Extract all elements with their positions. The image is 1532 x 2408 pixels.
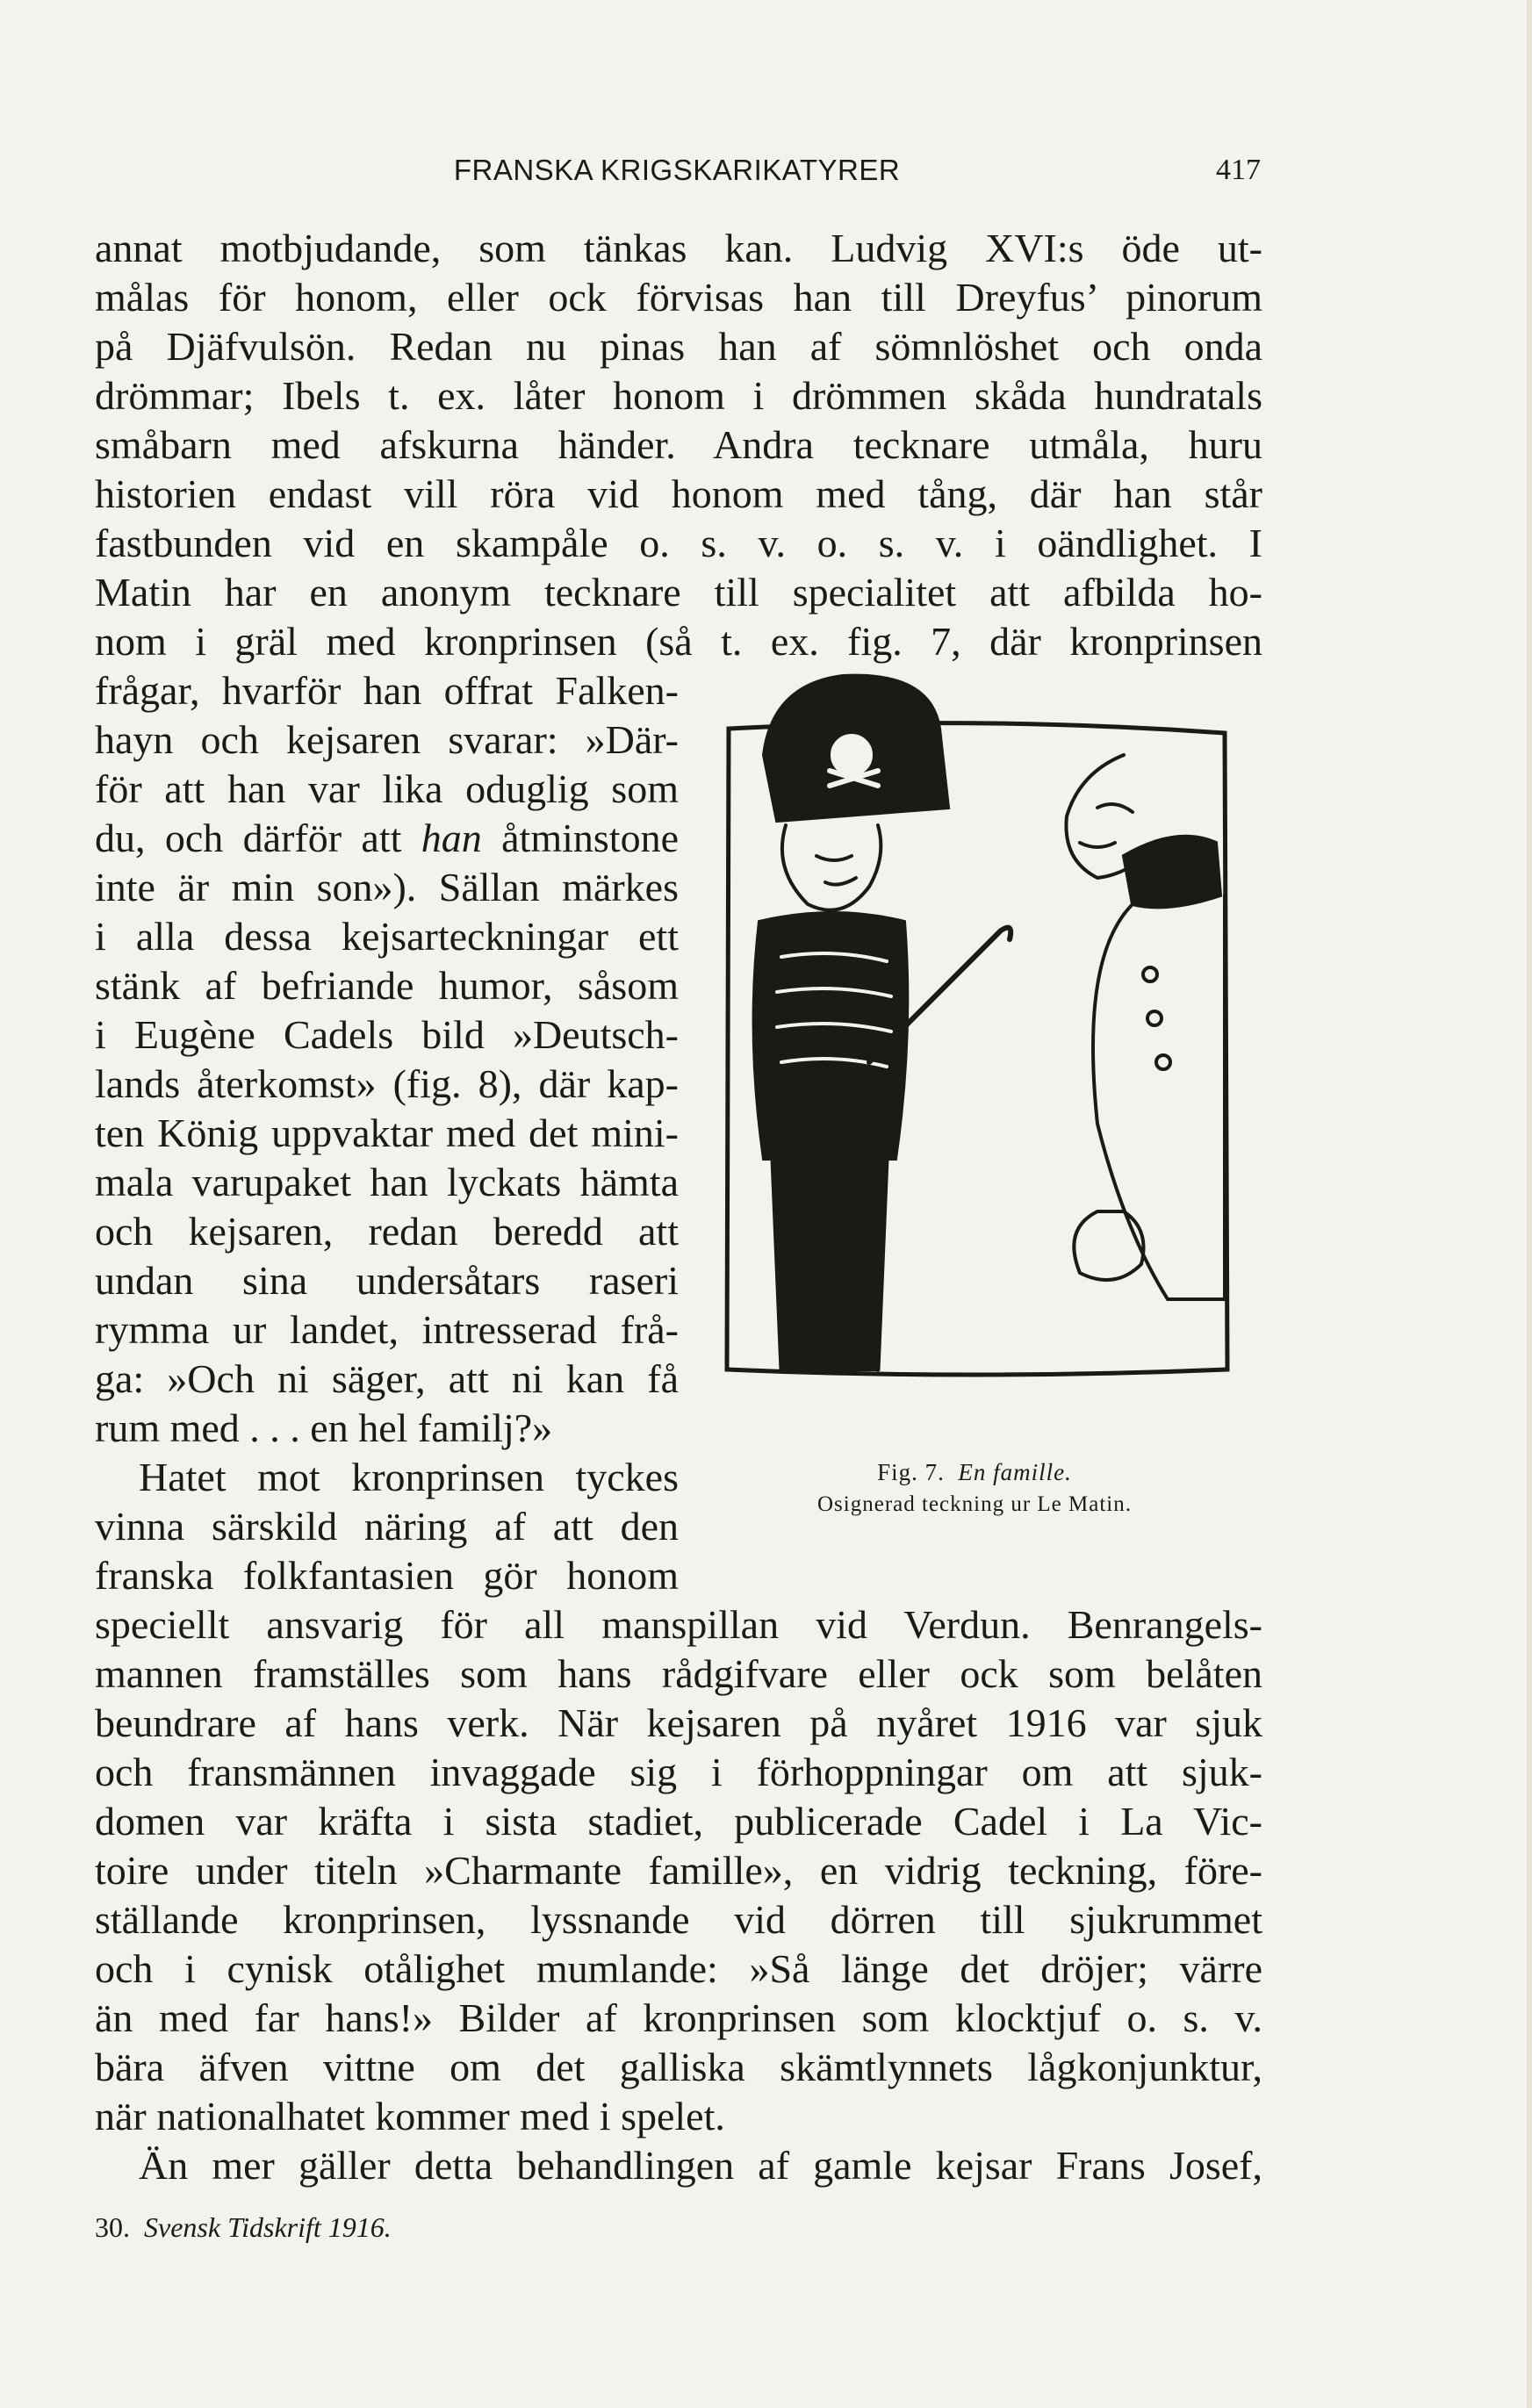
text-line: bära äfven vittne om det galliska skämtlynnets lågkonjunktur, [95, 2045, 1262, 2089]
text-line: ställande kronprinsen, lyssnande vid dörren till sjukrummet [95, 1897, 1262, 1942]
figure-caption [702, 1457, 1247, 1487]
caption-label: Fig. 7. [877, 1459, 945, 1485]
text-line: mannen framställes som hans rådgifvare eller ock som belåten [95, 1651, 1262, 1696]
text-line: Matin har en anonym tecknare till specialitet att afbilda ho- [95, 570, 1262, 615]
running-head: FRANSKA KRIGSKARIKATYRER [453, 154, 901, 186]
text-line: beundrare af hans verk. När kejsaren på nyåret 1916 var sjuk [95, 1700, 1262, 1745]
text-line: franska folkfantasien gör honom [95, 1553, 679, 1598]
text-line: i Eugène Cadels bild »Deutsch- [95, 1012, 679, 1057]
text-line: småbarn med afskurna händer. Andra tecknare utmåla, huru [95, 422, 1262, 467]
text-line: toire under titeln »Charmante famille», en vidrig teckning, före- [95, 1848, 1262, 1893]
text-line: domen var kräfta i sista stadiet, publicerade Cadel i La Vic- [95, 1799, 1262, 1844]
text-line: Än mer gäller detta behandlingen af gamle kejsar Frans Josef, [139, 2143, 1262, 2188]
text-line: målas för honom, eller ock förvisas han till Dreyfus’ pinorum [95, 275, 1262, 320]
caption-title: En famille. [958, 1459, 1072, 1485]
text-segment: åtminstone [481, 816, 679, 860]
text-line: speciellt ansvarig för all manspillan vid Verdun. Benrangels- [95, 1602, 1262, 1647]
text-line: lands återkomst» (fig. 8), där kap- [95, 1061, 679, 1106]
text-line [95, 814, 679, 863]
text-line: och kejsaren, redan beredd att [95, 1209, 679, 1254]
text-line: mala varupaket han lyckats hämta [95, 1160, 679, 1204]
figure-illustration [711, 667, 1238, 1448]
text-line: Hatet mot kronprinsen tyckes [139, 1455, 679, 1499]
text-line: i alla dessa kejsarteckningar ett [95, 914, 679, 959]
text-line: inte är min son»). Sällan märkes [95, 865, 679, 909]
caricature-drawing [711, 667, 1238, 1448]
publication-title: Svensk Tidskrift 1916. [144, 2211, 392, 2243]
text-line: och i cynisk otålighet mumlande: »Så länge det dröjer; värre [95, 1946, 1262, 1991]
text-line: på Djäfvulsön. Redan nu pinas han af sömnlöshet och onda [95, 324, 1262, 369]
text-line: och fransmännen invaggade sig i förhoppningar om att sjuk- [95, 1750, 1262, 1794]
page-footer [95, 2211, 392, 2244]
text-line: rymma ur landet, intresserad frå- [95, 1307, 679, 1352]
text-line: rum med . . . en hel familj?» [95, 1405, 553, 1450]
signature-number: 30. [95, 2211, 130, 2243]
text-line: annat motbjudande, som tänkas kan. Ludvig XVI:s öde ut- [95, 226, 1262, 270]
text-line: frågar, hvarför han offrat Falken- [95, 668, 679, 713]
text-line: historien endast vill röra vid honom med tång, där han står [95, 471, 1262, 516]
text-line: ten König uppvaktar med det mini- [95, 1111, 679, 1155]
text-line: än med far hans!» Bilder af kronprinsen som klocktjuf o. s. v. [95, 1995, 1262, 2040]
text-line: hayn och kejsaren svarar: »Där- [95, 717, 679, 762]
text-line: undan sina undersåtars raseri [95, 1258, 679, 1303]
text-line: ga: »Och ni säger, att ni kan få [95, 1356, 679, 1401]
page-header [93, 154, 1261, 198]
text-line: nom i gräl med kronprinsen (så t. ex. fig. 7, där kronprinsen [95, 619, 1262, 664]
text-line: stänk af befriande humor, såsom [95, 963, 679, 1008]
text-line: fastbunden vid en skampåle o. s. v. o. s. v. i oändlighet. I [95, 521, 1262, 565]
page-number: 417 [1216, 154, 1261, 186]
text-segment: du, och därför att [95, 816, 421, 860]
emphasis: han [421, 816, 482, 860]
text-line: för att han var lika oduglig som [95, 766, 679, 811]
caption-source: Osignerad teckning ur Le Matin. [817, 1492, 1132, 1516]
text-line: när nationalhatet kommer med i spelet. [95, 2094, 725, 2138]
page-edge [1527, 0, 1532, 2408]
text-line: vinna särskild näring af att den [95, 1504, 679, 1549]
text-line: drömmar; Ibels t. ex. låter honom i drömmen skåda hundratals [95, 373, 1262, 418]
